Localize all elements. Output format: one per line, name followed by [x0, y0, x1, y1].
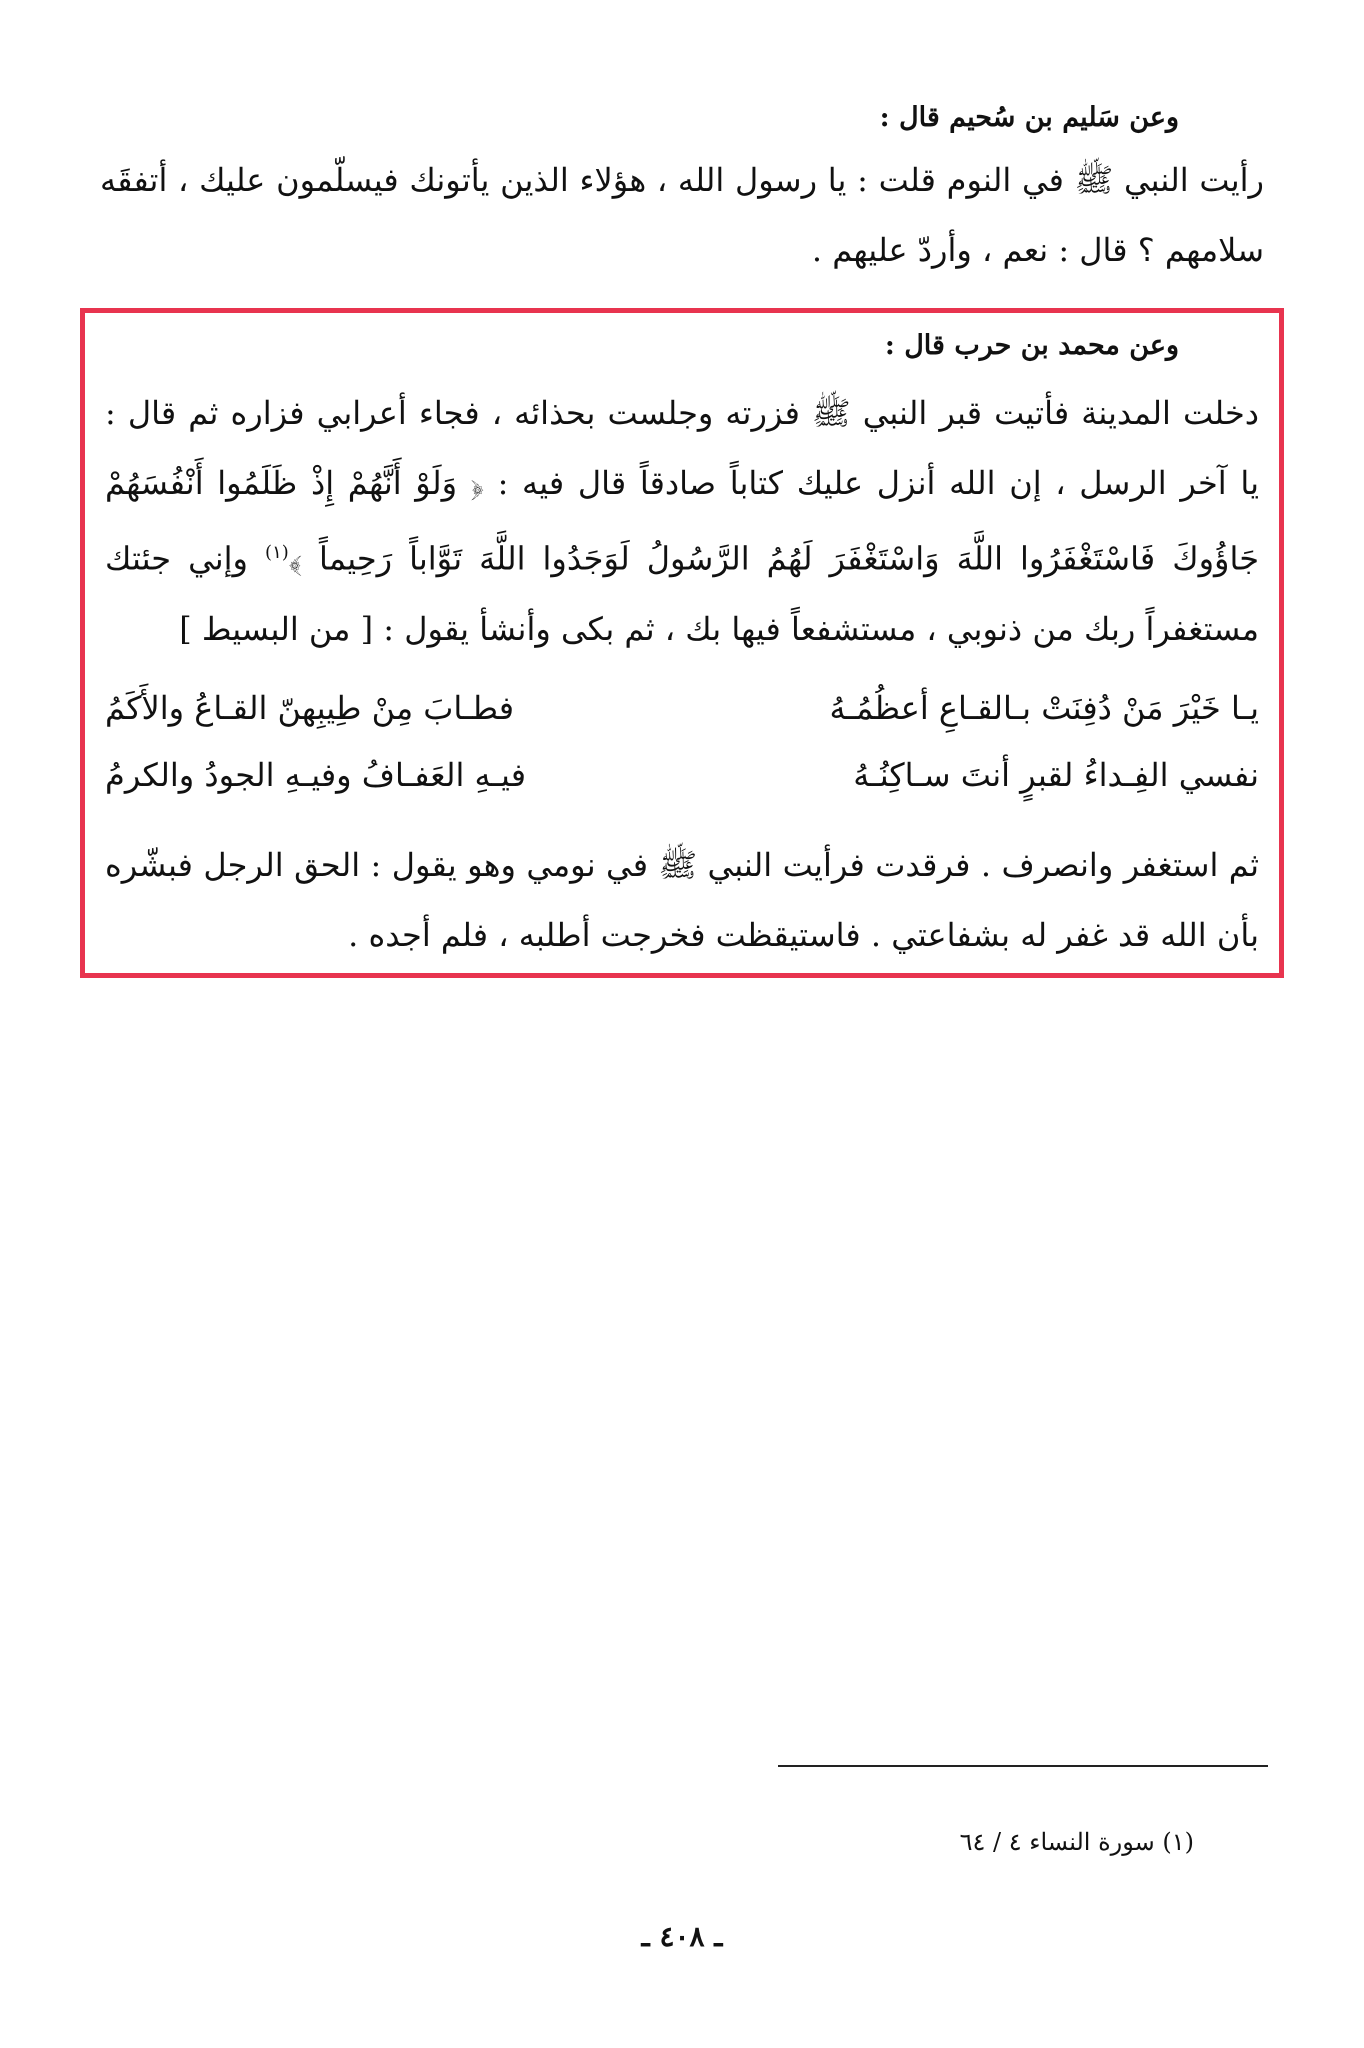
- section2-closing: ثم استغفر وانصرف . فرقدت فرأيت النبي ﷺ في نومي وهو يقول : الحق الرجل فبشّره بأن الله قد غفر له بشفاعتي . فاستيقظت فخرجت أطلبه ، فلم أجده .: [105, 846, 1259, 954]
- footnote: (١) سورة النساء ٤ / ٦٤: [959, 1828, 1194, 1856]
- section2-body: [105, 378, 1259, 664]
- poem-first-hemistich: يـا خَيْرَ مَنْ دُفِنَتْ بـالقـاعِ أعظُمُـهُ: [829, 689, 1259, 727]
- page-number: ـ ٤٠٨ ـ: [641, 1920, 723, 1953]
- section1-heading: وعن سَليم بن سُحيم قال :: [879, 102, 1179, 133]
- section1-body: رأيت النبي ﷺ في النوم قلت : يا رسول الله ، هؤلاء الذين يأتونك فيسلّمون عليك ، أتفقَه سلامهم ؟ قال : نعم ، وأردّ عليهم .: [100, 161, 1264, 269]
- footnote-divider: [778, 1765, 1268, 1767]
- poem-first-hemistich: نفسي الفِـداءُ لقبرٍ أنتَ سـاكِنُـهُ: [853, 756, 1259, 794]
- footnote-reference: (١): [265, 542, 289, 563]
- section2-heading: وعن محمد بن حرب قال :: [884, 330, 1179, 361]
- section2-body-text: دخلت المدينة فأتيت قبر النبي ﷺ فزرته وجلست بحذائه ، فجاء أعرابي فزاره ثم قال : يا آخر الرسل ، إن الله أنزل عليك كتاباً صادقاً قال فيه : ﴿ وَلَوْ أَنَّهُمْ إِذْ ظَلَمُوا أَنْفُسَهُمْ جَاؤُوكَ فَاسْتَغْفَرُوا اللَّهَ وَاسْتَغْفَرَ لَهُمُ الرَّسُولُ لَوَجَدُوا اللَّهَ تَوَّاباً رَحِيماً ﴾: [105, 394, 1259, 578]
- poem-second-hemistich: فطـابَ مِنْ طِيبِهنّ القـاعُ والأَكَمُ: [105, 689, 515, 727]
- poem-verse: [105, 745, 1259, 805]
- poem-second-hemistich: فيـهِ العَفـافُ وفيـهِ الجودُ والكرمُ: [105, 756, 526, 794]
- section2-body-continuation: وإني جئتك مستغفراً ربك من ذنوبي ، مستشفعاً فيها بك ، ثم بكى وأنشأ يقول : [ من البسيط ]: [105, 539, 1259, 648]
- poem-verse: [105, 678, 1259, 738]
